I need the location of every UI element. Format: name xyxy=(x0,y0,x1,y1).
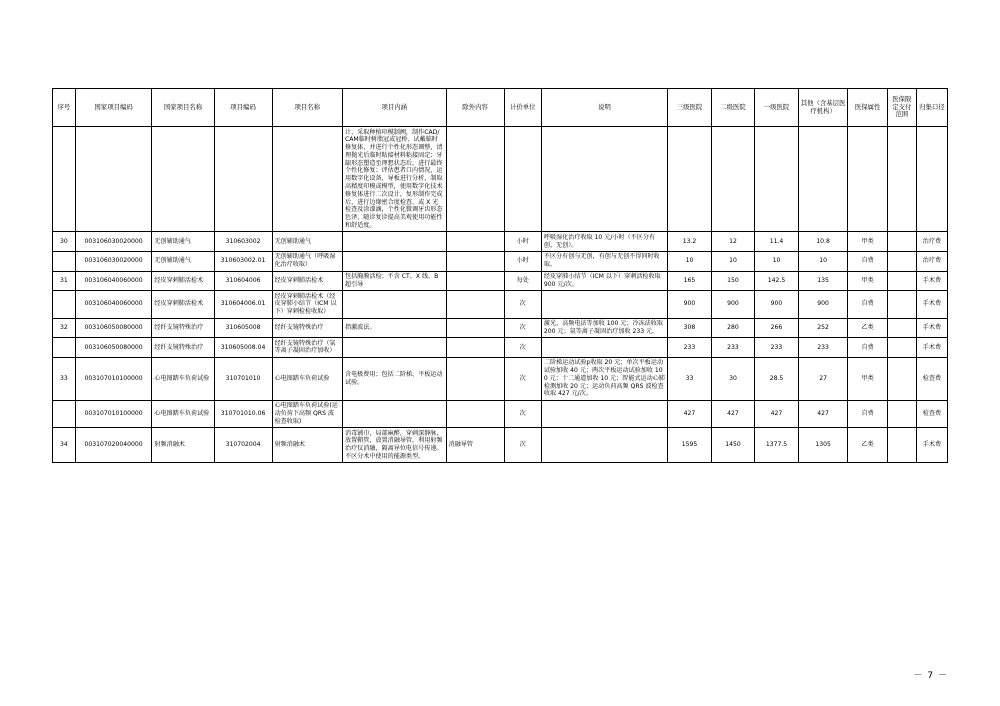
cell-pricing-unit xyxy=(504,127,541,232)
table-row xyxy=(53,251,948,271)
cell-seq: 33 xyxy=(53,357,76,400)
cell-item-code: 310603002.01 xyxy=(214,251,272,271)
table-row xyxy=(53,428,948,463)
cell-insurance-attribute: 乙类 xyxy=(848,318,887,338)
cell-description: 经皮穿肺小结节（ICM 以下）穿刺活检收取 900 元/次。 xyxy=(541,271,667,291)
cell-pricing-unit: 次 xyxy=(504,357,541,400)
cell-national-code: 003106030020000 xyxy=(75,251,152,271)
cell-level3: 308 xyxy=(668,318,712,338)
cell-seq xyxy=(53,291,76,318)
col-insurance-attribute: 医保属性 xyxy=(848,89,887,127)
cell-national-code: 003107010100000 xyxy=(75,357,152,400)
page-number: － 7 － xyxy=(913,671,948,681)
cell-national-name: 无创辅助通气 xyxy=(152,251,214,271)
cell-item-code: 310605008.04 xyxy=(214,338,272,358)
col-description: 说明 xyxy=(541,89,667,127)
cell-national-code: 003107010100000 xyxy=(75,400,152,427)
cell-aggregation-category xyxy=(916,127,947,232)
cell-insurance-attribute: 自费 xyxy=(848,338,887,358)
cell-national-name: 心电图踏车负荷试验 xyxy=(152,400,214,427)
cell-level2: 1450 xyxy=(711,428,755,463)
cell-payment-scope xyxy=(887,400,916,427)
table-row xyxy=(53,291,948,318)
cell-insurance-attribute: 自费 xyxy=(848,291,887,318)
cell-item-code xyxy=(214,127,272,232)
cell-payment-scope xyxy=(887,232,916,252)
cell-description xyxy=(541,400,667,427)
cell-national-code: 003106030020000 xyxy=(75,232,152,252)
cell-insurance-attribute: 乙类 xyxy=(848,428,887,463)
col-pricing-unit: 计价单位 xyxy=(504,89,541,127)
cell-pricing-unit: 次 xyxy=(504,428,541,463)
cell-item-code: 310702004 xyxy=(214,428,272,463)
cell-level2: 427 xyxy=(711,400,755,427)
cell-item-name: 无创辅助通气 xyxy=(272,232,342,252)
cell-exclusions xyxy=(446,232,504,252)
cell-level2: 10 xyxy=(711,251,755,271)
table-row xyxy=(53,232,948,252)
cell-aggregation-category: 手术费 xyxy=(916,271,947,291)
cell-description: 二阶梯运动试验բ收取 20 元；单次平板运动试验加收 40 元；两次平板运动试验加收 100 元；十二通道加收 10 元；智能式运动心肺检测加收 20 元；运动负荷高频 QRS 波检查收取 427 元/次。 xyxy=(541,357,667,400)
cell-item-code: 310604006 xyxy=(214,271,272,291)
table-row xyxy=(53,338,948,358)
table-row xyxy=(53,271,948,291)
header-row xyxy=(53,89,948,127)
cell-level2 xyxy=(711,127,755,232)
cell-seq xyxy=(53,127,76,232)
cell-national-name: 无创辅助通气 xyxy=(152,232,214,252)
cell-payment-scope xyxy=(887,291,916,318)
cell-level1: 1377.5 xyxy=(755,428,799,463)
cell-item-name: 经纤支镜特殊治疗 xyxy=(272,318,342,338)
cell-item-name xyxy=(272,127,342,232)
cell-pricing-unit: 小时 xyxy=(504,251,541,271)
cell-other: 1305 xyxy=(798,428,848,463)
cell-pricing-unit: 次 xyxy=(504,338,541,358)
cell-level2: 900 xyxy=(711,291,755,318)
cell-aggregation-category: 治疗费 xyxy=(916,232,947,252)
cell-description: 激光、高频电法等加收 100 元；冷冻法收取 200 元；氩等离子凝固治疗加收 233 元。 xyxy=(541,318,667,338)
cell-exclusions xyxy=(446,127,504,232)
col-level1-hospital: 一级医院 xyxy=(755,89,799,127)
cell-payment-scope xyxy=(887,357,916,400)
cell-description xyxy=(541,127,667,232)
cell-national-name: 心电图踏车负荷试验 xyxy=(152,357,214,400)
cell-item-name: 经皮穿刺肺活检术 xyxy=(272,271,342,291)
cell-level1: 11.4 xyxy=(755,232,799,252)
cell-seq xyxy=(53,400,76,427)
cell-item-code: 310603002 xyxy=(214,232,272,252)
cell-level1: 266 xyxy=(755,318,799,338)
col-national-code: 国家项目编码 xyxy=(75,89,152,127)
cell-national-code: 003106040060000 xyxy=(75,271,152,291)
cell-description: 不区分有创与无创，有创与无创不得同时收取。 xyxy=(541,251,667,271)
col-level2-hospital: 二级医院 xyxy=(711,89,755,127)
cell-item-content xyxy=(343,291,447,318)
cell-item-name: 心电图踏车负荷试验 xyxy=(272,357,342,400)
cell-national-code: 003106050080000 xyxy=(75,318,152,338)
col-other-institutions: 其他（含基层医疗机构） xyxy=(798,89,848,127)
cell-level3: 165 xyxy=(668,271,712,291)
cell-national-code: 003106040060000 xyxy=(75,291,152,318)
cell-insurance-attribute: 甲类 xyxy=(848,232,887,252)
table-row xyxy=(53,127,948,232)
cell-seq: 30 xyxy=(53,232,76,252)
cell-level2: 280 xyxy=(711,318,755,338)
cell-seq xyxy=(53,338,76,358)
cell-insurance-attribute xyxy=(848,127,887,232)
cell-item-name: 经纤支镜特殊治疗（氩等离子凝固治疗加收） xyxy=(272,338,342,358)
cell-item-code: 310701010.06 xyxy=(214,400,272,427)
cell-level1: 900 xyxy=(755,291,799,318)
cell-level3: 13.2 xyxy=(668,232,712,252)
cell-level2: 12 xyxy=(711,232,755,252)
cell-payment-scope xyxy=(887,338,916,358)
cell-national-name: 经纤支镜特殊治疗 xyxy=(152,338,214,358)
col-exclusions: 除外内容 xyxy=(446,89,504,127)
cell-other: 10.8 xyxy=(798,232,848,252)
cell-other xyxy=(798,127,848,232)
cell-exclusions xyxy=(446,318,504,338)
cell-description xyxy=(541,291,667,318)
cell-description xyxy=(541,338,667,358)
cell-item-name: 心电图踏车负荷试验(运动负荷下高频 QRS 波检查收取) xyxy=(272,400,342,427)
cell-national-code: 003107020040000 xyxy=(75,428,152,463)
table-row xyxy=(53,357,948,400)
cell-aggregation-category: 检查费 xyxy=(916,357,947,400)
cell-level3: 33 xyxy=(668,357,712,400)
table-body xyxy=(53,127,948,463)
cell-other: 233 xyxy=(798,338,848,358)
price-item-table xyxy=(52,88,948,463)
col-seq: 序号 xyxy=(53,89,76,127)
cell-level1: 28.5 xyxy=(755,357,799,400)
cell-exclusions xyxy=(446,338,504,358)
cell-insurance-attribute: 甲类 xyxy=(848,271,887,291)
col-item-name: 项目名称 xyxy=(272,89,342,127)
cell-description xyxy=(541,428,667,463)
cell-insurance-attribute: 自费 xyxy=(848,400,887,427)
cell-level3 xyxy=(668,127,712,232)
cell-item-content xyxy=(343,232,447,252)
cell-level2: 30 xyxy=(711,357,755,400)
cell-national-code xyxy=(75,127,152,232)
cell-aggregation-category: 手术费 xyxy=(916,291,947,318)
cell-level3: 10 xyxy=(668,251,712,271)
cell-payment-scope xyxy=(887,251,916,271)
cell-item-name: 无创辅助通气（呼吸湿化治疗收取） xyxy=(272,251,342,271)
cell-pricing-unit: 次 xyxy=(504,318,541,338)
cell-exclusions xyxy=(446,400,504,427)
cell-item-code: 310605008 xyxy=(214,318,272,338)
cell-level3: 233 xyxy=(668,338,712,358)
cell-payment-scope xyxy=(887,271,916,291)
cell-pricing-unit: 小时 xyxy=(504,232,541,252)
cell-item-content: 消毒铺巾，局部麻醉，穿刺深静脉，放置鞘管，放置消融导管，利用射频治疗仪消融，隔离异位电信号传递。不区分术中使用的能源类型。 xyxy=(343,428,447,463)
cell-pricing-unit: 每处 xyxy=(504,271,541,291)
cell-national-name: 经纤支镜特殊治疗 xyxy=(152,318,214,338)
cell-level1: 427 xyxy=(755,400,799,427)
cell-aggregation-category: 治疗费 xyxy=(916,251,947,271)
cell-level1: 10 xyxy=(755,251,799,271)
cell-aggregation-category: 手术费 xyxy=(916,338,947,358)
cell-aggregation-category: 手术费 xyxy=(916,318,947,338)
cell-item-content xyxy=(343,251,447,271)
cell-level2: 150 xyxy=(711,271,755,291)
cell-seq xyxy=(53,251,76,271)
cell-payment-scope xyxy=(887,318,916,338)
table-row xyxy=(53,318,948,338)
cell-exclusions: 消融导管 xyxy=(446,428,504,463)
cell-other: 900 xyxy=(798,291,848,318)
col-item-content: 项目内涵 xyxy=(343,89,447,127)
cell-item-content: 包括胸膜活检；不含 CT、X 线、B 超引导 xyxy=(343,271,447,291)
cell-aggregation-category: 检查费 xyxy=(916,400,947,427)
cell-pricing-unit: 次 xyxy=(504,291,541,318)
cell-level2: 233 xyxy=(711,338,755,358)
cell-exclusions xyxy=(446,291,504,318)
cell-item-content: 计，采取种植印模制阙，制作CAD/CAM临时树脂冠或冠桥、试戴临时修复体，并进行个性化形态调整，清理抛光后临时粘接材料粘接固定；牙龈形态塑造至理想状态后，进行最终个性化修复；评估患者口内情况，运用数字化设备、导板进行分析，制取高精度印模或模型，使用数字化技术修复体进行二次设计，复形制作完成后，进行边缘密合度检查、或 X 光检查及涂漆滴，个性化微调牙齿形态色泽，随诊复诊提高美观使用功能性和舒适度。 xyxy=(343,127,447,232)
col-aggregation-category: 归集口径 xyxy=(916,89,947,127)
cell-level1: 142.5 xyxy=(755,271,799,291)
col-payment-scope: 医保限定支付范围 xyxy=(887,89,916,127)
cell-item-code: 310604006.01 xyxy=(214,291,272,318)
cell-item-content: 指激波法。 xyxy=(343,318,447,338)
cell-item-name: 射频消融术 xyxy=(272,428,342,463)
cell-other: 135 xyxy=(798,271,848,291)
cell-seq: 34 xyxy=(53,428,76,463)
cell-description: 呼吸湿化治疗收取 10 元/小时（不区分有创、无创）。 xyxy=(541,232,667,252)
cell-national-name: 射频消融术 xyxy=(152,428,214,463)
cell-other: 427 xyxy=(798,400,848,427)
cell-insurance-attribute: 甲类 xyxy=(848,357,887,400)
cell-level3: 427 xyxy=(668,400,712,427)
cell-level1: 233 xyxy=(755,338,799,358)
col-level3-hospital: 三级医院 xyxy=(668,89,712,127)
cell-payment-scope xyxy=(887,428,916,463)
table-header xyxy=(53,89,948,127)
cell-level1 xyxy=(755,127,799,232)
cell-exclusions xyxy=(446,271,504,291)
cell-insurance-attribute: 自费 xyxy=(848,251,887,271)
cell-other: 10 xyxy=(798,251,848,271)
cell-other: 27 xyxy=(798,357,848,400)
cell-item-name: 经皮穿刺肺活检术（经皮穿肺小结节（ICM 以下）穿刺检检收取） xyxy=(272,291,342,318)
cell-national-name xyxy=(152,127,214,232)
cell-exclusions xyxy=(446,357,504,400)
cell-seq: 32 xyxy=(53,318,76,338)
cell-pricing-unit: 次 xyxy=(504,400,541,427)
cell-seq: 31 xyxy=(53,271,76,291)
table-row xyxy=(53,400,948,427)
cell-payment-scope xyxy=(887,127,916,232)
cell-aggregation-category: 手术费 xyxy=(916,428,947,463)
cell-item-content xyxy=(343,338,447,358)
cell-level3: 1595 xyxy=(668,428,712,463)
col-national-name: 国家项目名称 xyxy=(152,89,214,127)
col-item-code: 项目编码 xyxy=(214,89,272,127)
cell-national-name: 经皮穿刺肺活检术 xyxy=(152,271,214,291)
cell-item-code: 310701010 xyxy=(214,357,272,400)
cell-national-code: 003106050080000 xyxy=(75,338,152,358)
cell-item-content xyxy=(343,400,447,427)
cell-item-content: 含电极费用；包括二阶梯、平板运动试验。 xyxy=(343,357,447,400)
cell-level3: 900 xyxy=(668,291,712,318)
cell-other: 252 xyxy=(798,318,848,338)
cell-national-name: 经皮穿刺肺活检术 xyxy=(152,291,214,318)
cell-exclusions xyxy=(446,251,504,271)
